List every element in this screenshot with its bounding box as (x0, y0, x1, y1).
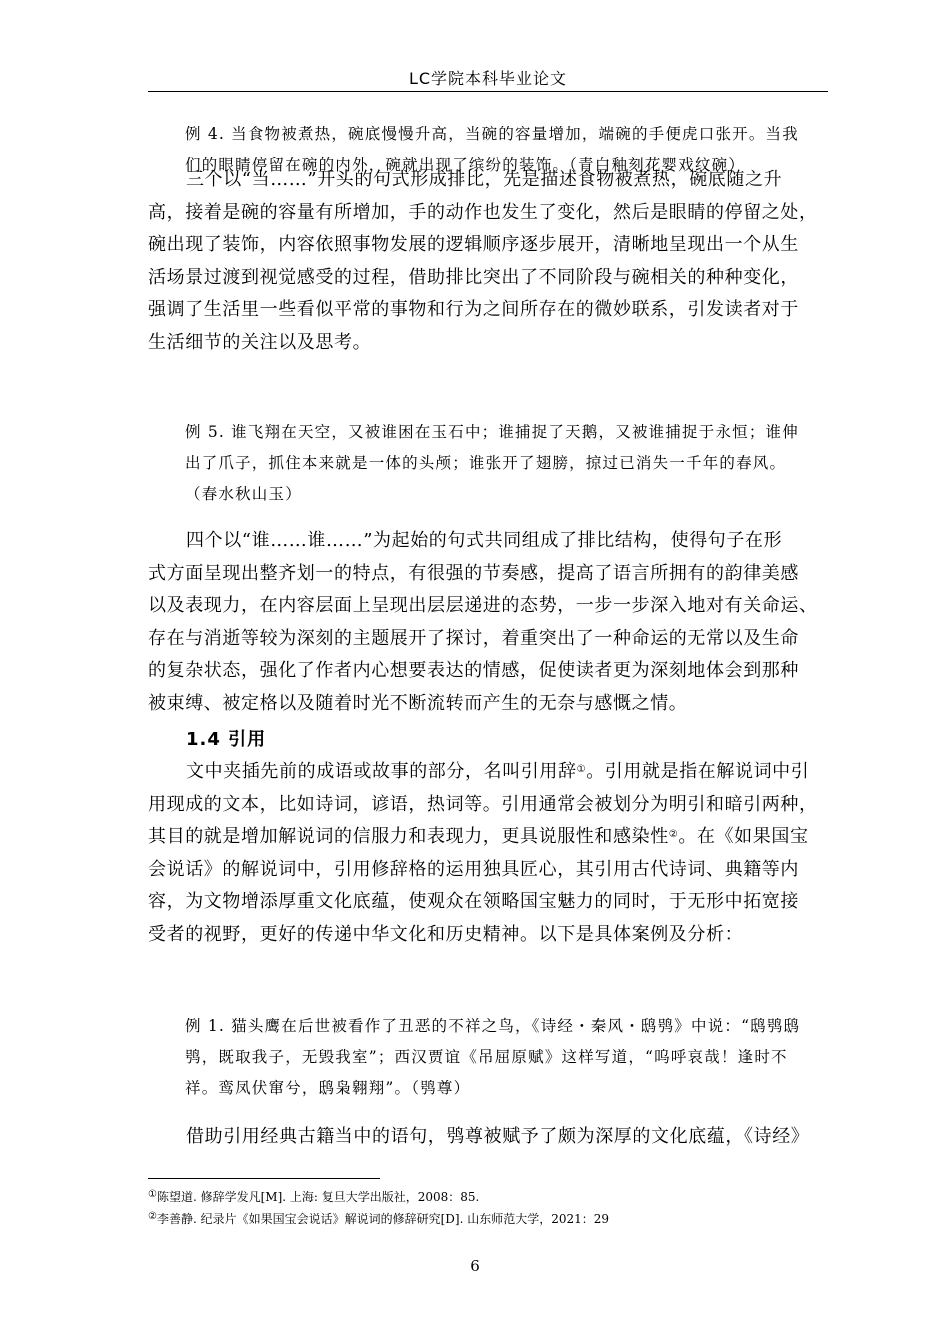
text-span: 。在《如果国宝 (678, 826, 809, 848)
paragraph-line: 被束缚、被定格以及随着时光不断流转而产生的无奈与感慨之情。 (148, 692, 688, 714)
paragraph-line (148, 821, 826, 854)
footnote-mark: ① (148, 1189, 157, 1200)
paragraph-line: 用现成的文本，比如诗词，谚语，热词等。引用通常会被划分为明引和暗引两种， (148, 793, 818, 815)
example-line: 们的眼睛停留在碗的内外，碗就出现了缤纷的装饰。（青白釉刻花婴戏纹碗） (185, 156, 746, 174)
paragraph-line: 借助引用经典古籍当中的语句，鸮尊被赋予了颇为深厚的文化底蕴，《诗经》 (186, 1126, 810, 1147)
paragraph-line: 高，接着是碗的容量有所增加，手的动作也发生了变化，然后是眼睛的停留之处， (148, 201, 818, 223)
paragraph-line: 受者的视野，更好的传递中华文化和历史精神。以下是具体案例及分析： (148, 923, 744, 945)
paragraph-line: 强调了生活里一些看似平常的事物和行为之间所存在的微妙联系，引发读者对于 (148, 299, 799, 321)
example-line: 例 1. 猫头鹰在后世被看作了丑恶的不祥之鸟，《诗经・秦风・鸱鸮》中说：“鸱鸮鸱 (185, 1017, 801, 1035)
footnotes (148, 1186, 828, 1230)
paragraph-line: 活场景过渡到视觉感受的过程，借助排比突出了不同阶段与碗相关的种种变化， (148, 266, 799, 288)
footnote-2 (148, 1208, 828, 1230)
paragraph-line: 生活细节的关注以及思考。 (148, 331, 372, 353)
example-line: 例 4. 当食物被煮热，碗底慢慢升高，当碗的容量增加，端碗的手便虎口张开。当我 (185, 125, 799, 143)
running-header: LC学院本科毕业论文 (408, 69, 568, 88)
header-rule (148, 91, 828, 92)
text-span: 其目的就是增加解说词的信服力和表现力，更具说服性和感染性 (148, 826, 669, 848)
example-line: 鸮，既取我子，无毁我室”；西汉贾谊《吊屈原赋》这样写道，“呜呼哀哉！逢时不 (185, 1048, 788, 1066)
paragraph-line: 存在与消逝等较为深刻的主题展开了探讨，着重突出了一种命运的无常以及生命 (148, 627, 799, 649)
page-number: 6 (470, 1257, 480, 1275)
footnote-rule (148, 1178, 380, 1179)
paragraph-line (148, 756, 826, 789)
text-span: 文中夹插先前的成语或故事的部分，名叫引用辞 (186, 761, 577, 782)
example-line: 祥。鸾凤伏窜兮，鸱枭翱翔”。（鸮尊） (185, 1079, 471, 1097)
paragraph-line: 式方面呈现出整齐划一的特点，有很强的节奏感，提高了语言所拥有的韵律美感 (148, 562, 799, 584)
footnote-ref-1[interactable]: ① (576, 764, 587, 775)
text-span: 。引用就是指在解说词中引 (586, 761, 810, 782)
body-paragraph-1 (148, 164, 826, 360)
footnote-ref-2[interactable]: ② (668, 829, 679, 841)
paragraph-line: 会说话》的解说词中，引用修辞格的运用独具匠心，其引用古代诗词、典籍等内 (148, 858, 799, 880)
section-heading: 1.4 引用 (186, 729, 267, 750)
paragraph-line: 三个以“当……”开头的句式形成排比，先是描述食物被煮热，碗底随之升 (186, 169, 783, 190)
body-paragraph-3 (148, 756, 826, 952)
example-1 (185, 1011, 825, 1104)
footnote-text: 李善静. 纪录片《如果国宝会说话》解说词的修辞研究[D]. 山东师范大学，2021：29 (156, 1212, 610, 1226)
paragraph-line: 碗出现了装饰，内容依照事物发展的逻辑顺序逐步展开，清晰地呈现出一个从生 (148, 234, 799, 256)
example-line: 出了爪子，抓住本来就是一体的头颅；谁张开了翅膀，掠过已消失一千年的春风。 (185, 454, 787, 472)
body-paragraph-4 (148, 1121, 826, 1154)
paragraph-line: 四个以“谁……谁……”为起始的句式共同组成了排比结构，使得句子在形 (186, 530, 783, 551)
paragraph-line: 的复杂状态，强化了作者内心想要表达的情感，促使读者更为深刻地体会到那种 (148, 660, 799, 682)
footnote-mark: ② (148, 1211, 157, 1222)
paragraph-line: 以及表现力，在内容层面上呈现出层层递进的态势，一步一步深入地对有关命运、 (148, 595, 818, 617)
body-paragraph-2 (148, 525, 826, 721)
footnote-text: 陈望道. 修辞学发凡[M]. 上海: 复旦大学出版社，2008：85. (156, 1190, 480, 1204)
example-line: （春水秋山玉） (185, 485, 302, 503)
footnote-1 (148, 1186, 828, 1208)
example-line: 例 5. 谁飞翔在天空，又被谁困在玉石中；谁捕捉了天鹅，又被谁捕捉于永恒；谁伸 (185, 423, 799, 441)
paragraph-line: 容，为文物增添厚重文化底蕴，使观众在领略国宝魅力的同时，于无形中拓宽接 (148, 891, 799, 913)
example-5 (185, 417, 825, 510)
